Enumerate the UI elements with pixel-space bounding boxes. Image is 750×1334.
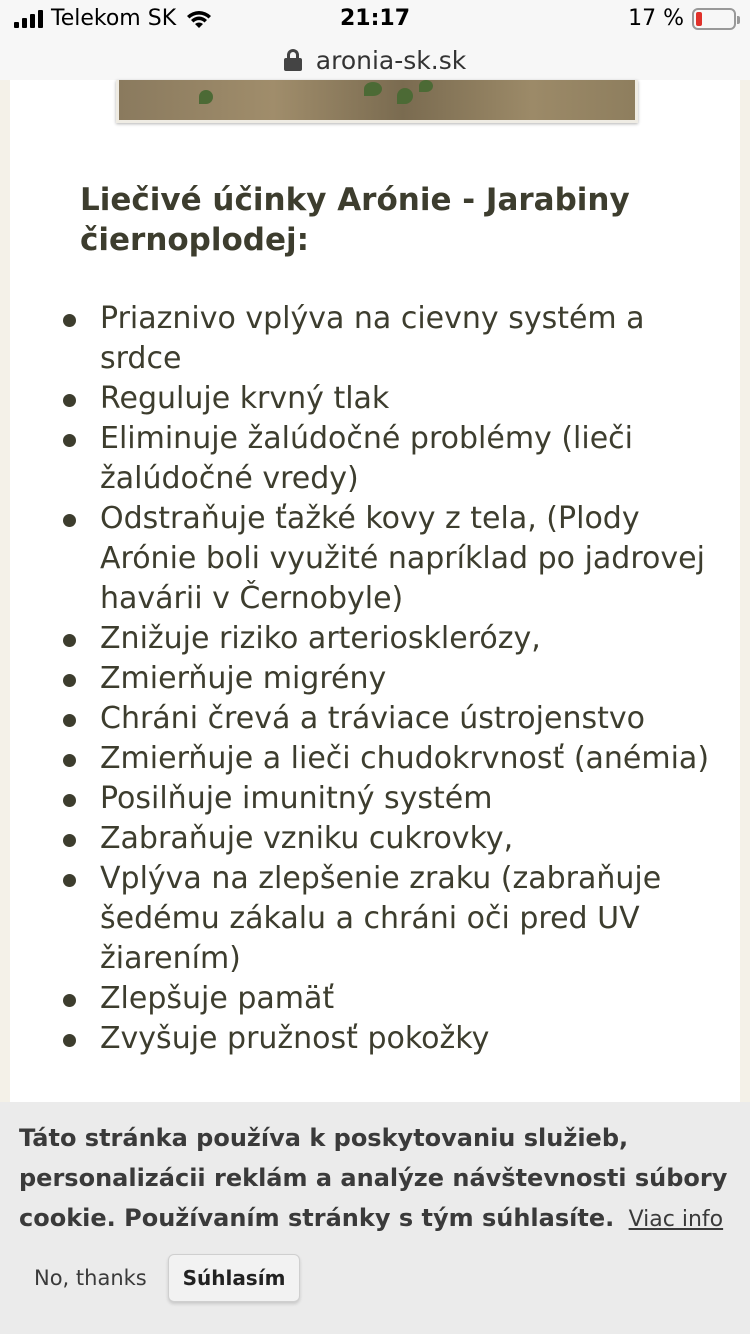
list-item: Chráni črevá a tráviace ústrojenstvo — [60, 699, 710, 739]
list-item: Zvyšuje pružnosť pokožky — [60, 1019, 710, 1059]
more-info-link[interactable]: Viac info — [628, 1207, 724, 1232]
cookie-message — [19, 1118, 734, 1240]
list-item: Priaznivo vplýva na cievny systém a srdce — [60, 299, 710, 379]
status-right — [628, 6, 736, 31]
aronia-plant-image — [116, 80, 638, 123]
list-item: Znižuje riziko arteriosklerózy, — [60, 619, 710, 659]
list-item: Vplýva na zlepšenie zraku (zabraňuje šedému zákalu a chráni oči pred UV žiarením) — [60, 859, 710, 979]
benefits-list — [60, 299, 710, 1059]
list-item: Reguluje krvný tlak — [60, 379, 710, 419]
url-text[interactable]: aronia-sk.sk — [315, 45, 467, 75]
list-item: Posilňuje imunitný systém — [60, 779, 710, 819]
address-bar[interactable] — [0, 40, 750, 80]
battery-icon — [692, 8, 736, 30]
status-time: 21:17 — [339, 6, 411, 31]
cookie-message-text: Táto stránka používa k poskytovaniu služieb, personalizácii reklám a analýze návštevnosti súbory cookie. Používaním stránky s tým súhlasíte. — [19, 1124, 728, 1232]
list-item: Zabraňuje vzniku cukrovky, — [60, 819, 710, 859]
list-item: Odstraňuje ťažké kovy z tela, (Plody Arónie boli využité napríklad po jadrovej havárii v Černobyle) — [60, 499, 710, 619]
lock-icon — [284, 49, 302, 71]
battery-level-fill — [696, 12, 702, 26]
list-item: Eliminuje žalúdočné problémy (lieči žalúdočné vredy) — [60, 419, 710, 499]
list-item: Zlepšuje pamäť — [60, 979, 710, 1019]
status-bar — [0, 0, 750, 40]
list-item: Zmierňuje a lieči chudokrvnosť (anémia) — [60, 739, 710, 779]
battery-percent: 17 % — [628, 6, 684, 31]
section-heading: Liečivé účinky Arónie - Jarabiny čiernoplodej: — [80, 182, 630, 258]
list-item: Zmierňuje migrény — [60, 659, 710, 699]
accept-cookies-button[interactable]: Súhlasím — [168, 1254, 300, 1302]
cookie-banner — [0, 1102, 750, 1334]
no-thanks-button[interactable]: No, thanks — [34, 1266, 147, 1290]
carrier-name: Telekom SK — [51, 6, 177, 31]
